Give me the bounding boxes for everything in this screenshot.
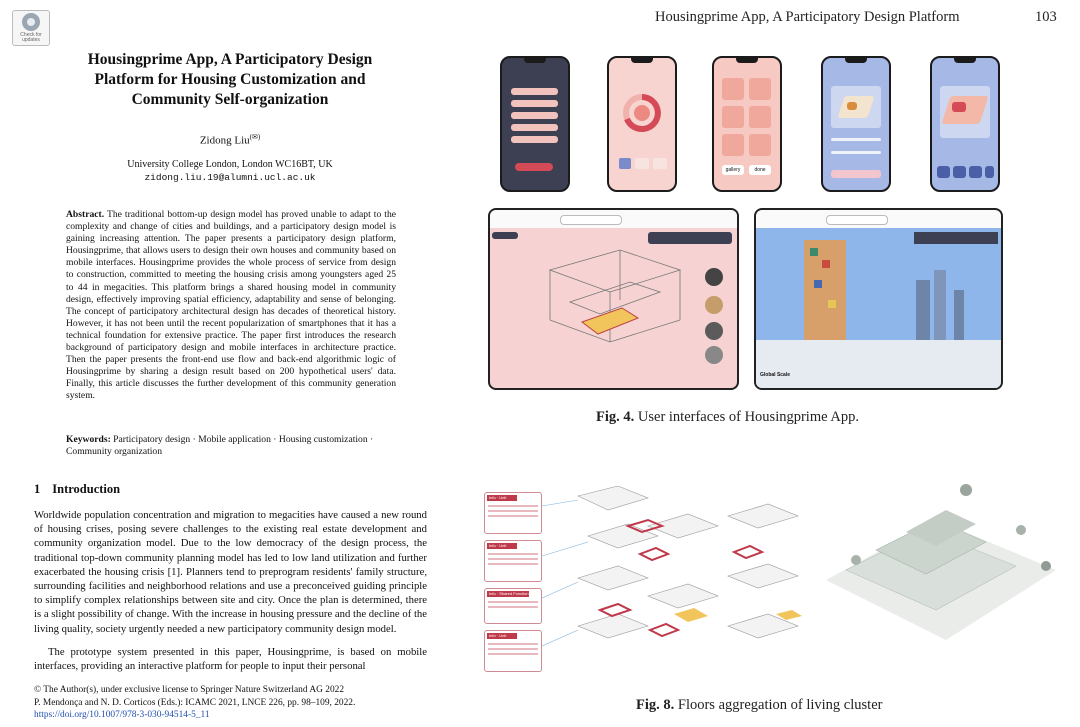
abstract [66,209,396,403]
figure-4-caption [596,409,859,426]
unit-info-title: Info · Unit No.29 [487,633,517,639]
figure-8-text: Floors aggregation of living cluster [677,697,883,713]
figure-4-text: User interfaces of Housingprime App. [637,409,859,425]
page-number: 103 [1035,9,1057,25]
laptop-screen-city [754,208,1003,390]
check-for-updates-badge[interactable] [12,10,50,46]
unit-info-title: Info · Unit No.27 [487,495,517,501]
section-title: Introduction [52,482,121,496]
section-heading [34,482,120,497]
copyright-footnote [34,684,434,722]
unit-info-card [484,492,542,534]
phone-screen-menu [500,56,570,192]
figure-4-label: Fig. 4. [596,409,635,425]
keywords [66,434,396,458]
shared-function-card [484,588,542,624]
check-updates-icon [22,13,40,31]
unit-info-card [484,540,542,582]
keywords-text: Participatory design · Mobile application · Housing customization · Community organization [66,434,374,458]
check-updates-label: Check for updates [20,32,42,43]
phone-screen-progress [607,56,677,192]
footnote-line-1: © The Author(s), under exclusive license to Springer Nature Switzerland AG 2022 [34,685,345,695]
intro-paragraph-2: The prototype system presented in this paper, Housingprime, is based on mobile interfaces, providing an interactive platform for people to input their personal [34,646,427,673]
phone-screen-room-view [930,56,1000,192]
affiliation: University College London, London WC16BT, UK [127,159,333,170]
corresponding-mark: (✉) [249,133,261,141]
abstract-text: The traditional bottom-up design model has proved unable to adapt to the complexity and change of cities and buildings, and a participatory design model is gaining increasing attention. The paper presents a participatory design platform, Housingprime, that allows users to design their own houses and community based on mobile interfaces. Housingprime provides the whole process of service from design to construction, committed to meeting the housing crisis among youngsters aged 25 to 44 in megacities. This platform brings a shared housing model in community design, effectively improving spatial efficiency, adaptability and sense of belonging. The concept of participatory architectural design has decades of theoretical history. However, it has not been until the recent popularization of smartphones that it has a technical foundation for extensive practice. The paper first introduces the research background of participatory design and mobile interfaces in architecture practice. Then the paper presents the front-end use flow and back-end algorithmic logic of Housingprime by sharing a design result based on 200 hypothetical users' data. Finally, this article discusses the further development of this community generation system. [66,209,396,402]
paper-title: Housingprime App, A Participatory Design Platform for Housing Customization and Community Self-organization [87,51,373,108]
figure-8-caption [636,697,882,714]
doi-link[interactable]: https://doi.org/10.1007/978-3-030-94514-5_11 [34,710,210,721]
running-head: Housingprime App, A Participatory Design Platform [655,9,960,25]
section-number: 1 [34,482,41,496]
figure-8-label: Fig. 8. [636,697,675,713]
unit-info-title: Info · Unit No.35 [487,543,517,549]
unit-info-card [484,630,542,672]
gallery-button: gallery [722,165,744,175]
intro-paragraph-1: Worldwide population concentration and migration to megacities have caused a new round of housing crises, posing severe challenges to the existing real estate development and community organization model. Due to the low democracy of the design process, the traditional top-down community planning model has led to low land utilization and further exacerbated the housing crisis [1]. Planners tend to preprogram residents' family structure, surrounding facilities and neighborhood relations and use a preconceived guiding principle to simplify complex relationships between site and city. Once the plan is determined, there is a slight possibility of change. With the increase in housing pressure and the decline of the living quality, society urgently needed a new participatory community design model. [34,509,427,635]
keywords-label: Keywords: [66,434,111,445]
done-button: done [749,165,771,175]
author-email[interactable]: zidong.liu.19@alumni.ucl.ac.uk [144,172,316,183]
abstract-label: Abstract. [66,209,105,220]
author [60,133,400,147]
global-scale-label: Global Scale [760,372,791,378]
author-name: Zidong Liu [199,134,250,147]
phone-screen-gallery [712,56,782,192]
footnote-line-2: P. Mendonça and N. D. Corticos (Eds.): ICAMC 2021, LNCE 226, pp. 98–109, 2022. [34,697,356,708]
living-cluster-rendering [816,470,1066,676]
laptop-screen-design [488,208,739,390]
phone-screen-unit-view [821,56,891,192]
shared-function-title: Info · Shared Function [489,591,529,596]
